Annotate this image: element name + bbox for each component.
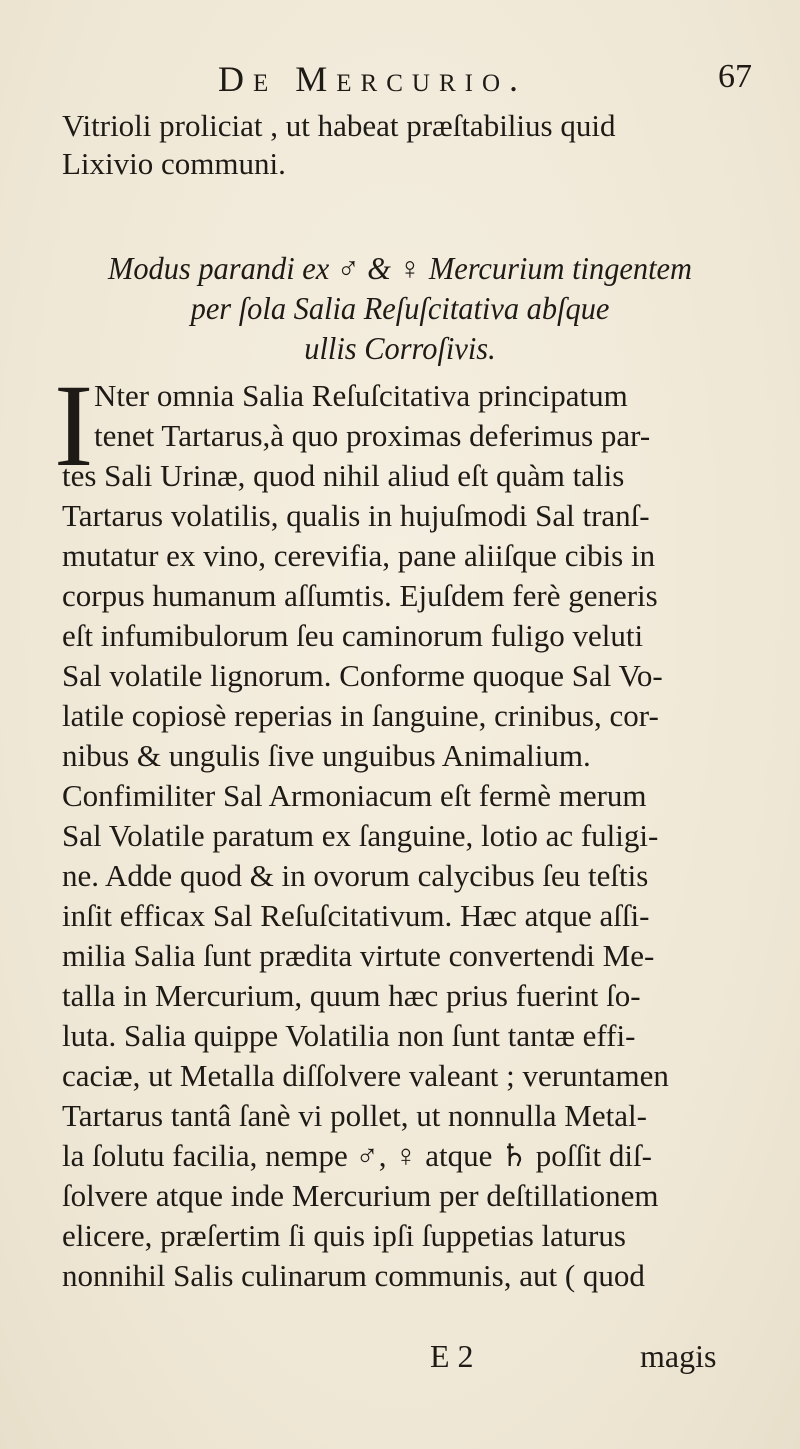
page-number: 67 (718, 58, 752, 95)
page-footer (0, 1338, 800, 1382)
paragraph-line: corpus humanum aſſumtis. Ejuſdem ferè generis (62, 578, 658, 613)
paragraph-line: ne. Adde quod & in ovorum calycibus ſeu teſtis (62, 858, 649, 893)
paragraph-line: ſolvere atque inde Mercurium per deſtillationem (62, 1178, 659, 1213)
catchword: magis (640, 1338, 717, 1374)
intro-line: Vitrioli proliciat , ut habeat præſtabilius quid (62, 108, 616, 143)
paragraph-line: milia Salia ſunt prædita virtute convertendi Me- (62, 938, 655, 973)
paragraph-line: tes Sali Urinæ, quod nihil aliud eſt quàm talis (62, 458, 625, 493)
paragraph-line: latile copiosè reperias in ſanguine, crinibus, cor- (62, 698, 659, 733)
paragraph-line: elicere, præſertim ſi quis ipſi ſuppetias laturus (62, 1218, 626, 1253)
paragraph-line: Tartarus tantâ ſanè vi pollet, ut nonnulla Metal- (62, 1098, 647, 1133)
paragraph-line: nonnihil Salis culinarum communis, aut ( quod (62, 1258, 645, 1293)
paragraph-line: Sal Volatile paratum ex ſanguine, lotio ac fuligi- (62, 818, 659, 853)
section-heading-line: per ſola Salia Reſuſcitativa abſque (190, 290, 610, 326)
page-header (62, 58, 752, 108)
paragraph-line: eſt infumibulorum ſeu caminorum fuligo veluti (62, 618, 644, 653)
paragraph-line: inſit efficax Sal Reſuſcitativum. Hæc atque aſſi- (62, 898, 650, 933)
section-heading-line: ullis Corroſivis. (304, 330, 496, 366)
paragraph-line: nibus & ungulis ſive unguibus Animalium. (62, 738, 591, 773)
paragraph-line: talla in Mercurium, quum hæc prius fuerint ſo- (62, 978, 641, 1013)
paragraph-line: Sal volatile lignorum. Conforme quoque Sal Vo- (62, 658, 663, 693)
paragraph-line: Confimiliter Sal Armoniacum eſt fermè merum (62, 778, 647, 813)
paragraph-line: la ſolutu facilia, nempe ♂, ♀ atque ♄ poſſit diſ- (62, 1138, 652, 1173)
intro-line: Lixivio communi. (62, 146, 286, 181)
paragraph-line: Tartarus volatilis, qualis in hujuſmodi Sal tranſ- (62, 498, 650, 533)
paragraph-line: Nter omnia Salia Reſuſcitativa principatum (94, 378, 628, 413)
running-title: De Mercurio. (218, 59, 528, 99)
signature-mark: E 2 (430, 1338, 474, 1374)
paragraph-line: tenet Tartarus,à quo proximas deferimus par- (94, 418, 651, 453)
drop-cap: I (54, 360, 94, 491)
paragraph-line: caciæ, ut Metalla diſſolvere valeant ; veruntamen (62, 1058, 669, 1093)
paragraph-line: mutatur ex vino, cerevifia, pane aliiſque cibis in (62, 538, 656, 573)
paragraph-line: luta. Salia quippe Volatilia non ſunt tantæ effi- (62, 1018, 636, 1053)
section-heading-line: Modus parandi ex ♂ & ♀ Mercurium tingentem (108, 250, 692, 286)
